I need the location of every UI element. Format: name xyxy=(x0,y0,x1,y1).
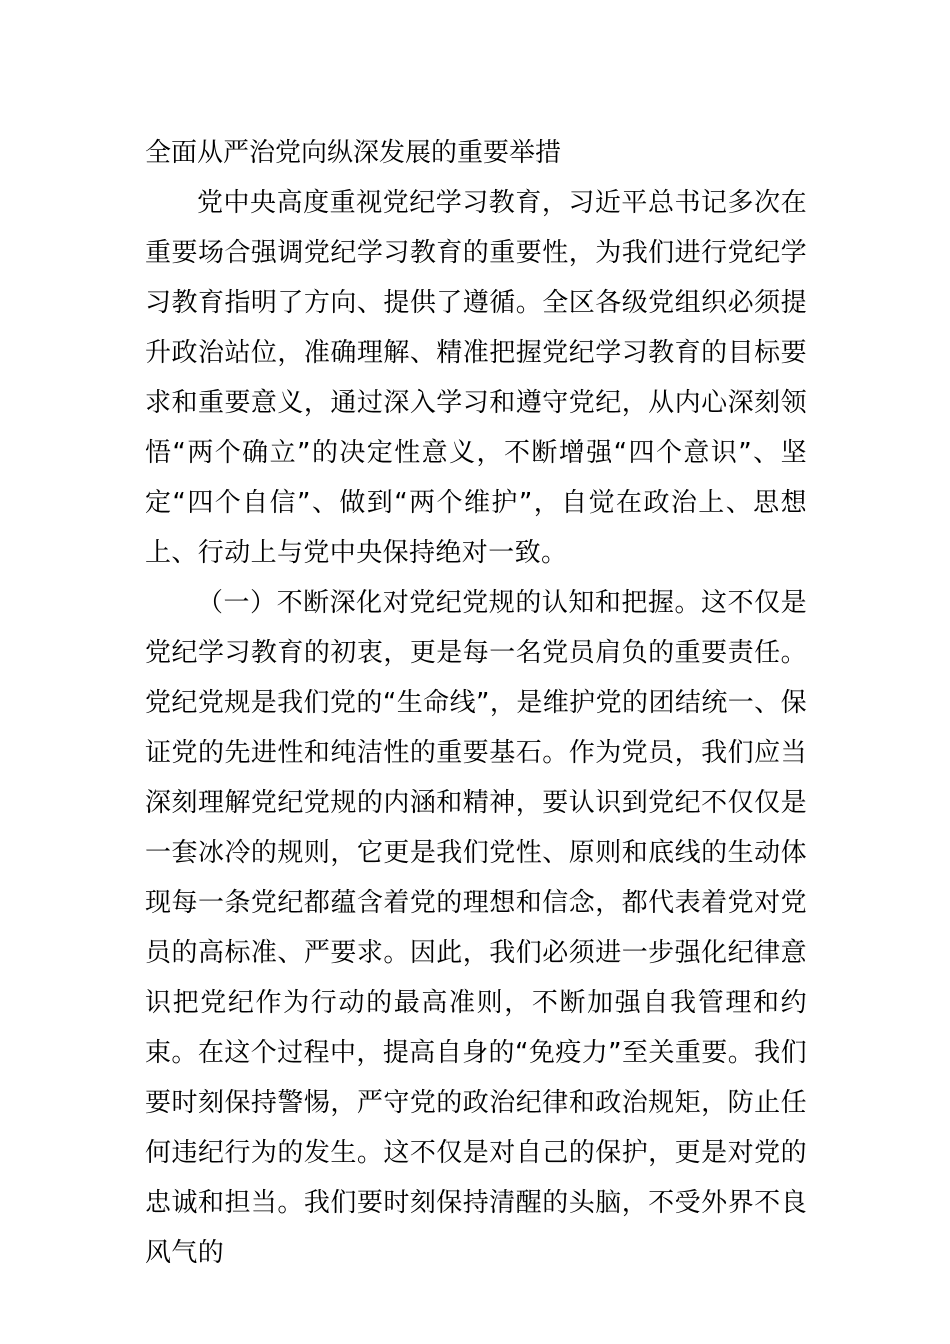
section-heading: 全面从严治党向纵深发展的重要举措 xyxy=(145,138,562,168)
document-body xyxy=(145,128,807,1278)
intro-paragraph: 党中央高度重视党纪学习教育，习近平总书记多次在重要场合强调党纪学习教育的重要性，为我们进行党纪学习教育指明了方向、提供了遵循。全区各级党组织必须提升政治站位，准确理解、精准把握党纪学习教育的目标要求和重要意义，通过深入学习和遵守党纪，从内心深刻领悟“两个确立”的决定性意义，不断增强“四个意识”、坚定“四个自信”、做到“两个维护”，自觉在政治上、思想上、行动上与党中央保持绝对一致。 xyxy=(145,188,807,568)
section-one-paragraph: （一）不断深化对党纪党规的认知和把握。这不仅是党纪学习教育的初衷，更是每一名党员肩负的重要责任。党纪党规是我们党的“生命线”，是维护党的团结统一、保证党的先进性和纯洁性的重要基石。作为党员，我们应当深刻理解党纪党规的内涵和精神，要认识到党纪不仅仅是一套冰冷的规则，它更是我们党性、原则和底线的生动体现每一条党纪都蕴含着党的理想和信念，都代表着党对党员的高标准、严要求。因此，我们必须进一步强化纪律意识把党纪作为行动的最高准则，不断加强自我管理和约束。在这个过程中，提高自身的“免疫力”至关重要。我们要时刻保持警惕，严守党的政治纪律和政治规矩，防止任何违纪行为的发生。这不仅是对自己的保护，更是对党的忠诚和担当。我们要时刻保持清醒的头脑，不受外界不良风气的 xyxy=(145,588,807,1268)
